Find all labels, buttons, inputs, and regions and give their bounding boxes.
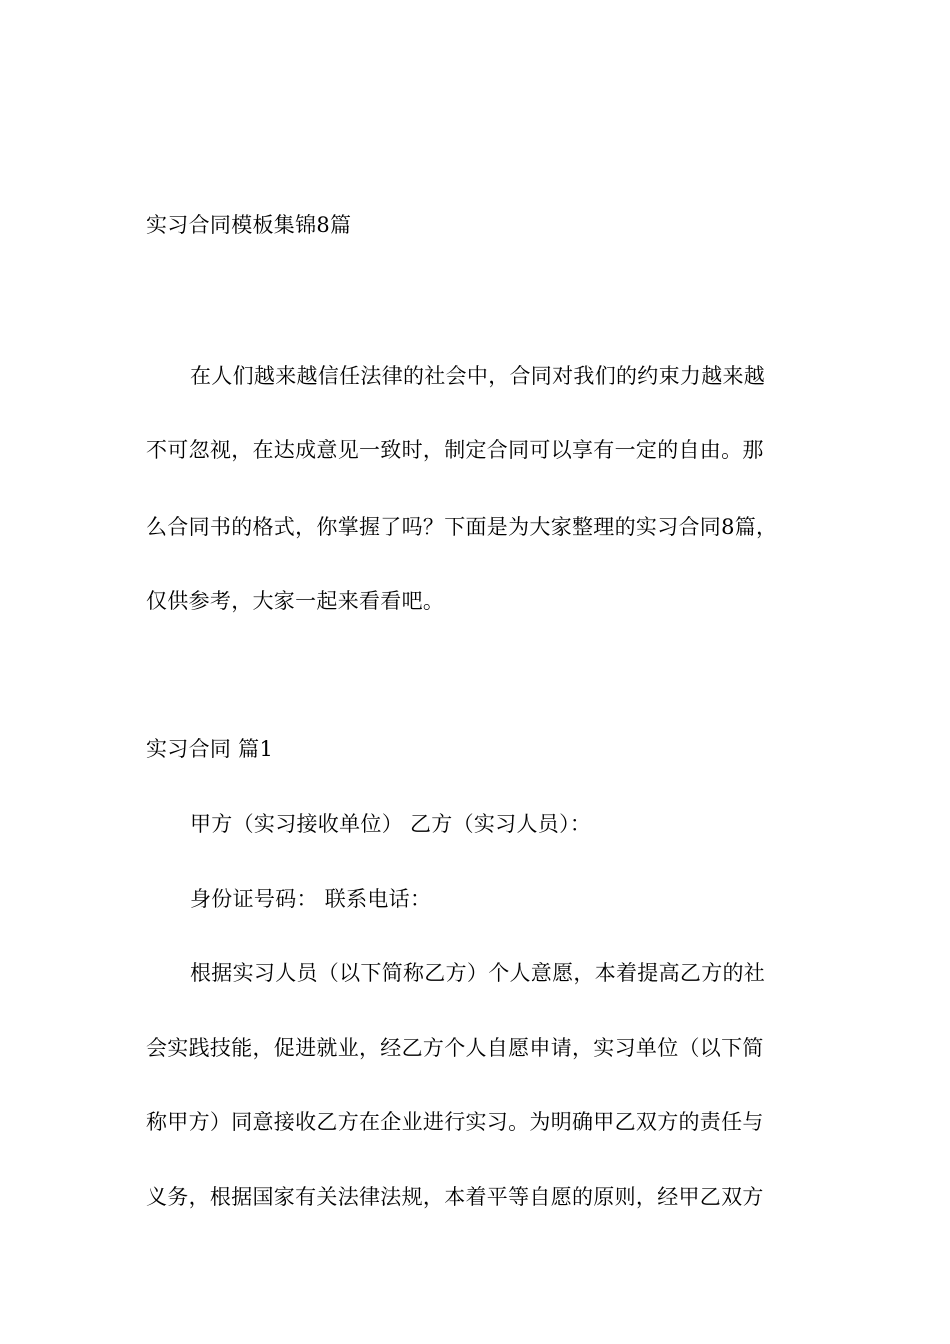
id-line: 身份证号码： 联系电话：	[190, 887, 432, 911]
body-line-3: 称甲方）同意接收乙方在企业进行实习。为明确甲乙双方的责任与	[146, 1110, 764, 1134]
body-line-2: 会实践技能，促进就业，经乙方个人自愿申请，实习单位（以下简	[146, 1036, 764, 1060]
intro-line-4: 仅供参考，大家一起来看看吧。	[146, 589, 445, 613]
intro-line-1: 在人们越来越信任法律的社会中，合同对我们的约束力越来越	[190, 364, 766, 388]
intro-line-3: 么合同书的格式，你掌握了吗？下面是为大家整理的实习合同8篇，	[146, 515, 778, 539]
document-title: 实习合同模板集锦8篇	[146, 213, 352, 237]
body-line-1: 根据实习人员（以下简称乙方）个人意愿，本着提高乙方的社	[190, 961, 766, 985]
body-line-4: 义务，根据国家有关法律法规，本着平等自愿的原则，经甲乙双方	[146, 1185, 764, 1209]
section-heading: 实习合同 篇1	[146, 737, 274, 761]
parties-line: 甲方（实习接收单位） 乙方（实习人员）：	[190, 812, 592, 836]
intro-line-2: 不可忽视，在达成意见一致时，制定合同可以享有一定的自由。那	[146, 438, 764, 462]
